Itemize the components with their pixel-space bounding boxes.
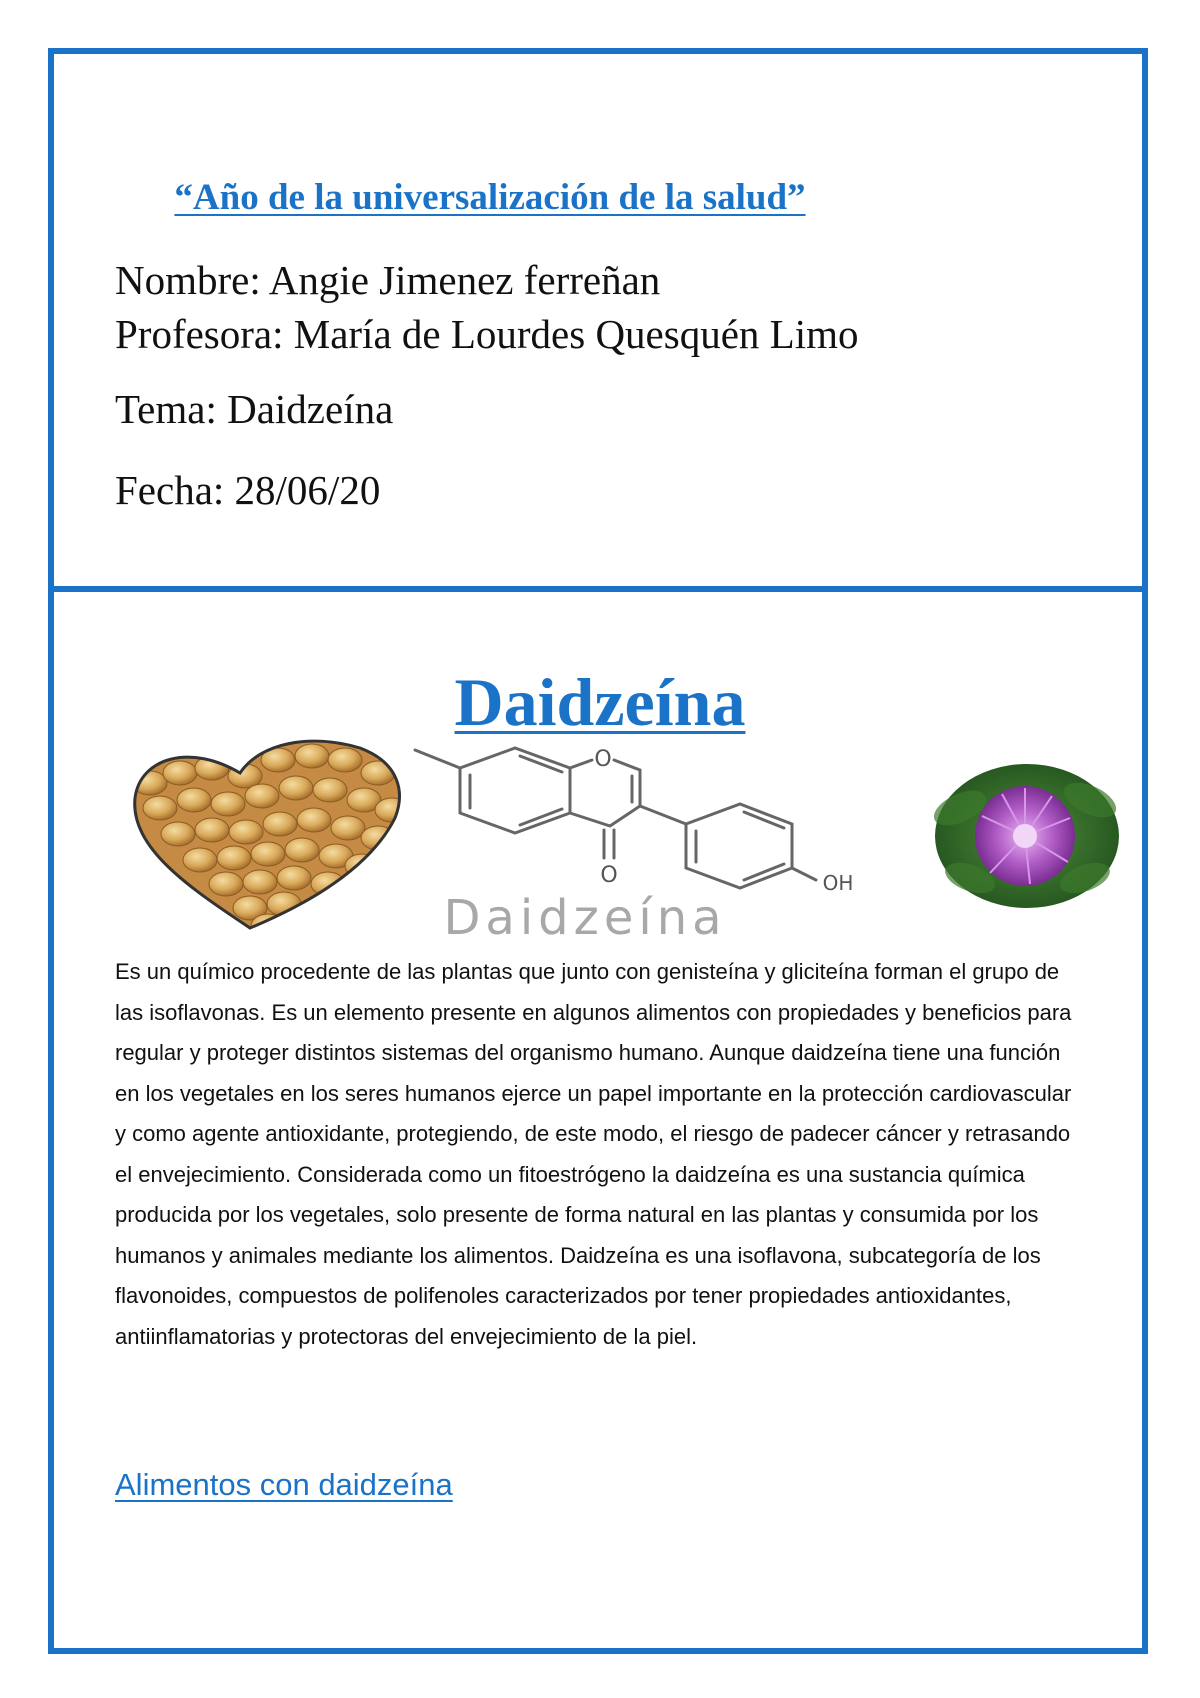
illustration-svg [130,738,1120,943]
description-paragraph: Es un químico procedente de las plantas que junto con genisteína y gliciteína forman el grupo de las isoflavonas. Es un elemento presente en algunos alimentos con propiedades y beneficios para regular y proteger distintos sistemas del organismo humano. Aunque daidzeína tiene una función en los vegetales en los seres humanos ejerce un papel importante en la protección cardiovascular y como agente antioxidante, protegiendo, de este modo, el riesgo de padecer cáncer y retrasando el envejecimiento. Considerada como un fitoestrógeno la daidzeína es una sustancia química producida por los vegetales, solo presente de forma natural en las plantas y consumida por los humanos y animales mediante los alimentos. Daidzeína es una isoflavona, subcategoría de los flavonoides, compuestos de polifenoles caracterizados por tener propiedades antioxidantes, antiinflamatorias y protectoras del envejecimiento de la piel. [115,959,1072,1349]
soybean-heart-image [130,738,410,938]
border-bottom [48,1648,1148,1654]
profesora-line: Profesora: María de Lourdes Quesquén Limo [115,311,859,357]
border-left [48,48,54,1654]
motto-heading: “Año de la universalización de la salud” [174,177,806,218]
molecule-caption: Daidzeína [443,890,727,943]
red-clover-flower-image [929,764,1120,908]
daidzein-illustration [130,738,1120,943]
border-right [1142,48,1148,1654]
foods-subheading-link[interactable]: Alimentos con daidzeína [115,1467,453,1502]
section-divider [48,586,1148,592]
hydroxyl-label: OH [822,871,854,895]
tema-line: Tema: Daidzeína [115,386,394,432]
fecha-line: Fecha: 28/06/20 [115,467,381,513]
ring-oxygen-label: O [594,747,612,772]
page-title: Daidzeína [454,664,746,740]
border-top [48,48,1148,54]
carbonyl-oxygen-label: O [600,863,618,888]
nombre-line: Nombre: Angie Jimenez ferreñan [115,257,661,303]
